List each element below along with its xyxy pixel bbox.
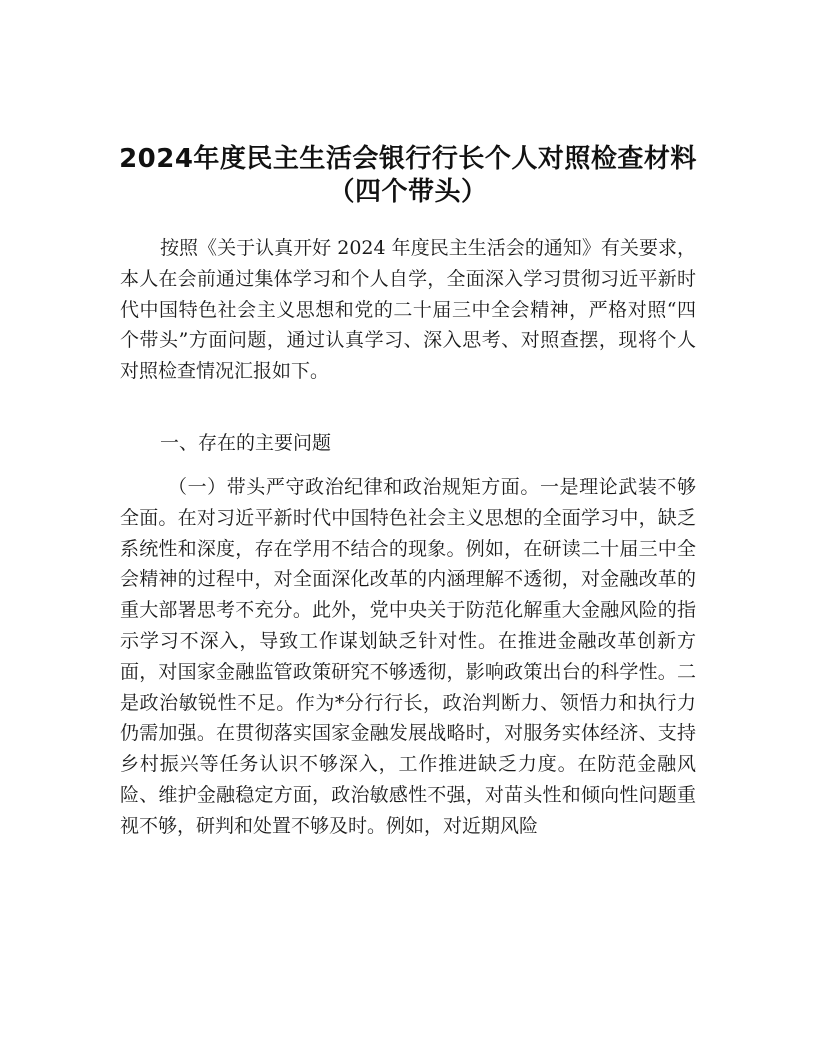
political-discipline-paragraph: （一）带头严守政治纪律和政治规矩方面。一是理论武装不够全面。在对习近平新时代中国特色社会主义思想的全面学习中，缺乏系统性和深度，存在学用不结合的现象。例如，在研读二十届三中全会精神的过程中，对全面深化改革的内涵理解不透彻，对金融改革的重大部署思考不充分。此外，党中央关于防范化解重大金融风险的指示学习不深入，导致工作谋划缺乏针对性。在推进金融改革创新方面，对国家金融监管政策研究不够透彻，影响政策出台的科学性。二是政治敏锐性不足。作为*分行行长，政治判断力、领悟力和执行力仍需加强。在贯彻落实国家金融发展战略时，对服务实体经济、支持乡村振兴等任务认识不够深入，工作推进缺乏力度。在防范金融风险、维护金融稳定方面，政治敏感性不强，对苗头性和倾向性问题重视不够，研判和处置不够及时。例如，对近期风险 [120,476,696,837]
document-title: 2024年度民主生活会银行行长个人对照检查材料（四个带头） [119,144,697,207]
section-heading-main-problems: 一、存在的主要问题 [160,432,332,454]
intro-paragraph: 按照《关于认真开好 2024 年度民主生活会的通知》有关要求，本人在会前通过集体学习和个人自学，全面深入学习贯彻习近平新时代中国特色社会主义思想和党的二十届三中全会精神，严格对照“四个带头”方面问题，通过认真学习、深入思考、对照查摆，现将个人对照检查情况汇报如下。 [120,237,696,383]
